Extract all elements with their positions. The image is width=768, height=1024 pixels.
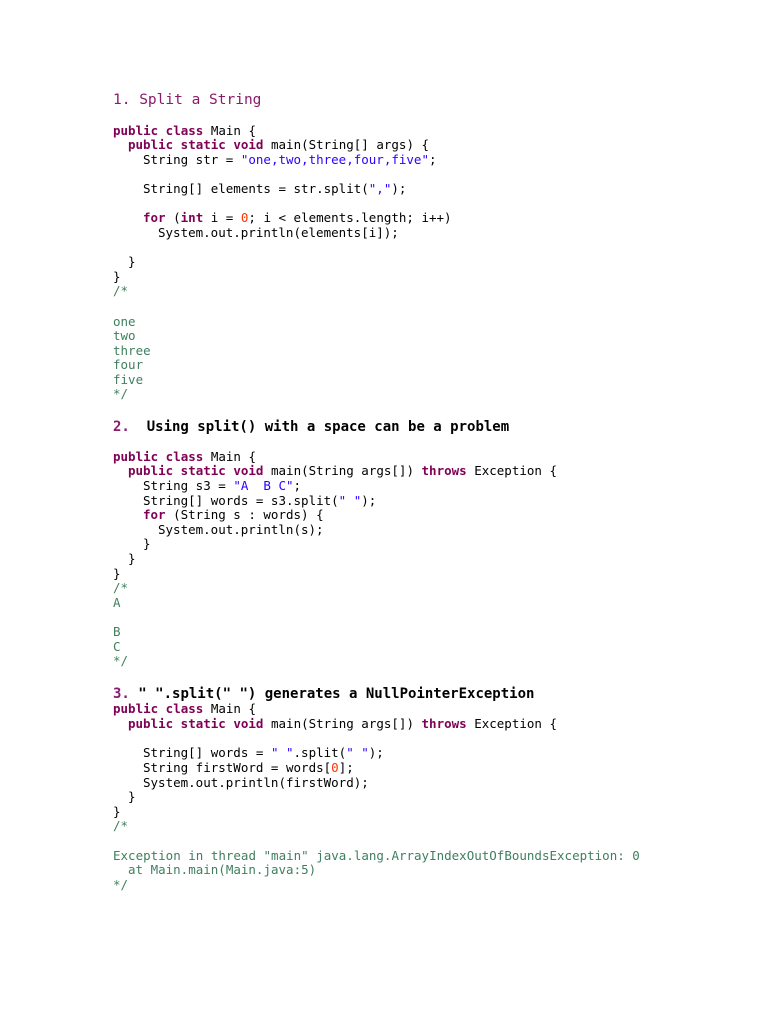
code-line: }: [113, 269, 121, 284]
code-line: }: [128, 551, 136, 566]
output-line: A: [113, 595, 121, 610]
output-line: five: [113, 372, 144, 387]
code-line: String[] words = " ".split(" ");: [143, 745, 384, 760]
comment-line: /*: [113, 818, 129, 833]
output-line: at Main.main(Main.java:5): [128, 862, 317, 877]
comment-line: /*: [113, 283, 129, 298]
code-line: public class Main {: [113, 123, 256, 138]
code-line: }: [128, 254, 136, 269]
comment-line: */: [113, 653, 129, 668]
code-line: public class Main {: [113, 449, 256, 464]
code-line: String[] words = s3.split(" ");: [143, 493, 377, 508]
output-line: four: [113, 357, 144, 372]
code-line: public static void main(String[] args) {: [128, 137, 430, 152]
output-line: one: [113, 314, 136, 329]
code-line: for (String s : words) {: [143, 507, 324, 522]
code-line: String firstWord = words[0];: [143, 760, 354, 775]
section-2-heading: 2. Using split() with a space can be a problem: [113, 419, 510, 435]
output-line: B: [113, 624, 121, 639]
code-line: for (int i = 0; i < elements.length; i++): [143, 210, 452, 225]
code-line: String[] elements = str.split(",");: [143, 181, 407, 196]
code-line: public static void main(String args[]) throws Exception {: [128, 716, 557, 731]
output-line: three: [113, 343, 151, 358]
code-line: String str = "one,two,three,four,five";: [143, 152, 437, 167]
comment-line: /*: [113, 580, 129, 595]
code-line: System.out.println(elements[i]);: [158, 225, 399, 240]
code-line: }: [113, 804, 121, 819]
code-line: System.out.println(firstWord);: [143, 775, 369, 790]
section-3-heading: 3. " ".split(" ") generates a NullPointerException: [113, 686, 535, 702]
code-line: }: [113, 566, 121, 581]
code-line: }: [128, 789, 136, 804]
output-line: two: [113, 328, 136, 343]
code-line: String s3 = "A B C";: [143, 478, 302, 493]
code-line: public class Main {: [113, 701, 256, 716]
code-line: }: [143, 536, 151, 551]
code-line: System.out.println(s);: [158, 522, 324, 537]
comment-line: */: [113, 386, 129, 401]
section-1-heading: 1. Split a String: [113, 92, 262, 108]
output-line: C: [113, 639, 121, 654]
code-line: public static void main(String args[]) throws Exception {: [128, 463, 557, 478]
comment-line: */: [113, 877, 129, 892]
output-line: Exception in thread "main" java.lang.ArrayIndexOutOfBoundsException: 0: [113, 848, 640, 863]
